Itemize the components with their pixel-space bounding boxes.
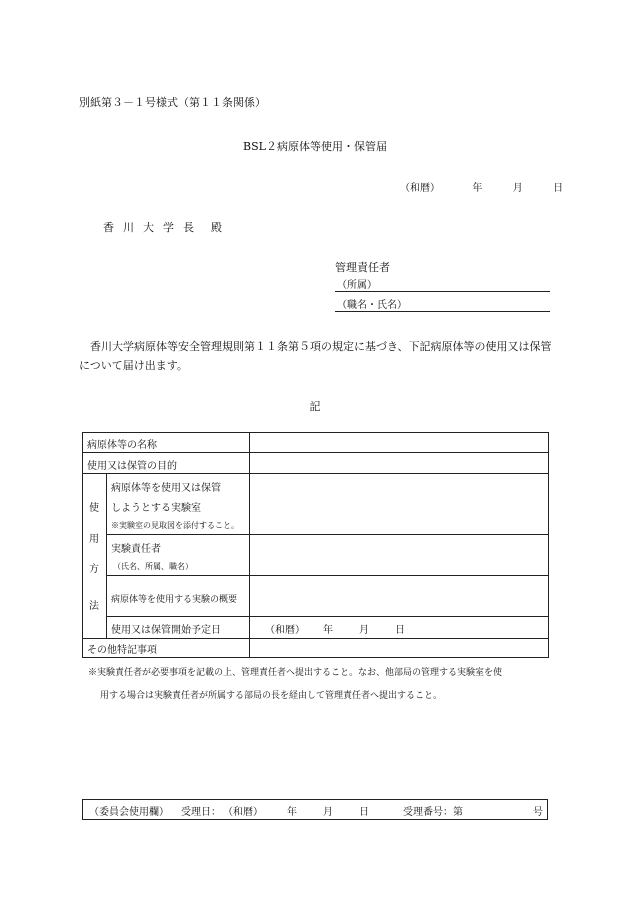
experimenter-sub-label: （氏名、所属、職名） bbox=[113, 562, 193, 571]
manager-label: 管理責任者 bbox=[335, 261, 390, 274]
lab-field[interactable] bbox=[250, 474, 548, 534]
note-line-2: 用する場合は実験責任者が所属する部局の長を経由して管理責任者へ提出すること。 bbox=[100, 691, 443, 701]
receipt-number-label: 受理番号：第 bbox=[403, 807, 463, 818]
manager-affiliation-field[interactable] bbox=[335, 276, 550, 292]
note-line-1: ※実験責任者が必要事項を記載の上、管理責任者へ提出すること。なお、他部局の管理する実験室を使 bbox=[88, 668, 503, 678]
purpose-field[interactable] bbox=[250, 453, 548, 473]
method-char-4: 法 bbox=[89, 601, 99, 612]
ki-heading: 記 bbox=[309, 400, 321, 413]
other-notes-field[interactable] bbox=[250, 639, 548, 657]
lab-label-line2: しようとする実験室 bbox=[111, 503, 201, 514]
form-number: 別紙第３－１号様式（第１１条関係） bbox=[79, 96, 266, 109]
body-text: 香川大学病原体等安全管理規則第１１条第５項の規定に基づき、下記病原体等の使用又は保管について届け出ます。 bbox=[79, 340, 552, 372]
lab-note: ※実験室の見取図を添付すること。 bbox=[111, 521, 239, 530]
row-purpose bbox=[83, 453, 548, 474]
start-date-day: 日 bbox=[395, 625, 405, 636]
method-char-2: 用 bbox=[89, 534, 99, 545]
addressee-name: 香川大学長 bbox=[103, 221, 203, 234]
experiment-summary-field[interactable] bbox=[250, 576, 548, 616]
manager-name-label: （職名・氏名） bbox=[337, 300, 407, 311]
document-title: BSL２病原体等使用・保管届 bbox=[243, 140, 387, 153]
addressee-honorific: 殿 bbox=[211, 221, 222, 234]
date-era: （和暦） bbox=[400, 183, 440, 194]
row-start-date bbox=[107, 617, 548, 639]
start-date-month: 月 bbox=[359, 625, 369, 636]
date-day-label: 日 bbox=[553, 183, 564, 194]
method-char-1: 使 bbox=[89, 503, 99, 514]
date-month-label: 月 bbox=[512, 183, 523, 194]
receipt-date-day: 日 bbox=[359, 807, 369, 818]
committee-label: （委員会使用欄） bbox=[89, 807, 169, 818]
purpose-label: 使用又は保管の目的 bbox=[87, 461, 177, 472]
method-vertical-header bbox=[83, 474, 107, 639]
experimenter-field[interactable] bbox=[250, 535, 548, 575]
experimenter-label: 実験責任者 bbox=[111, 544, 161, 555]
pathogen-name-label: 病原体等の名称 bbox=[87, 440, 157, 451]
start-date-label: 使用又は保管開始予定日 bbox=[111, 625, 221, 636]
receipt-date-year: 年 bbox=[287, 807, 297, 818]
addressee bbox=[103, 219, 222, 235]
row-other-notes bbox=[83, 639, 548, 657]
pathogen-name-field[interactable] bbox=[250, 433, 548, 452]
date-year-label: 年 bbox=[472, 183, 483, 194]
start-date-year: 年 bbox=[323, 625, 333, 636]
submission-date bbox=[400, 179, 563, 194]
row-experimenter bbox=[107, 535, 548, 576]
receipt-date-era: （和暦） bbox=[223, 807, 263, 818]
manager-affiliation-label: （所属） bbox=[337, 280, 377, 291]
row-experiment-summary bbox=[107, 576, 548, 617]
application-form-table bbox=[82, 432, 549, 658]
submission-note bbox=[88, 662, 550, 708]
other-notes-label: その他特記事項 bbox=[87, 645, 157, 656]
method-char-3: 方 bbox=[89, 564, 99, 575]
committee-use-box bbox=[82, 799, 548, 820]
row-lab bbox=[107, 474, 548, 535]
start-date-era: （和暦） bbox=[265, 625, 305, 636]
receipt-date-month: 月 bbox=[323, 807, 333, 818]
lab-label-line1: 病原体等を使用又は保管 bbox=[111, 483, 221, 494]
experiment-summary-label: 病原体等を使用する実験の概要 bbox=[111, 595, 238, 605]
manager-name-field[interactable] bbox=[335, 296, 550, 312]
receipt-number-suffix: 号 bbox=[533, 807, 543, 818]
row-pathogen-name bbox=[83, 433, 548, 453]
receipt-date-label: 受理日： bbox=[181, 807, 221, 818]
